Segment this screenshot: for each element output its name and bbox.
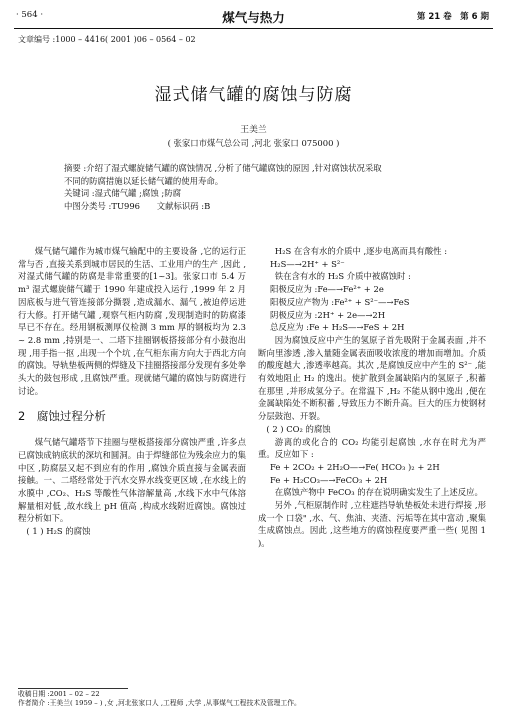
subsection-h2s: ( 1 ) H₂S 的腐蚀 xyxy=(26,526,91,537)
abstract-line-1: 摘要 :介绍了湿式螺旋储气罐的腐蚀情况 ,分析了储气罐腐蚀的原因 ,针对腐蚀状况采取 xyxy=(64,163,382,173)
h2s-text: H₂S 在含有水的介质中 ,逐步电离而具有酸性 : xyxy=(274,246,448,256)
right-column xyxy=(258,245,486,550)
affiliation: ( 张家口市煤气总公司 ,河北 张家口 075000 ) xyxy=(167,138,340,148)
volume-issue: 第 21 卷 第 6 期 xyxy=(416,12,489,22)
equation-5: 总反应为 :Fe + H₂S—→FeS + 2H xyxy=(270,322,405,333)
analysis-paragraph: 煤气储气罐塔节下挂圈与壁板搭接部分腐蚀严重 ,许多点已腐蚀成钠底状的深坑和圆洞。由于焊缝部位为残余应力的集中区 ,防腐层又起不到应有的作用 ,腐蚀介质直接与金属表面接触。一、二塔经常处于汽水交界水线变更区域 ,在水线上的水膜中 ,CO₂、H₂S 等酸性气体溶解量高 ,水线下水中气体溶解量相对低 ,故水线上 pH 值高 ,构成水线附近腐蚀。腐蚀过程分析如下。 xyxy=(18,437,246,524)
journal-name: 煤气与热力 xyxy=(222,10,285,25)
equation-6: Fe + 2CO₂ + 2H₂O—→Fe( HCO₃ )₂ + 2H xyxy=(270,461,440,472)
classification: 中图分类号 :TU996 文献标识码 :B xyxy=(64,200,211,211)
feco3-text: 在腐蚀产物中 FeCO₃ 的存在说明确实发生了上述反应。 xyxy=(274,487,483,498)
hydrogen-paragraph: 因为腐蚀反应中产生的氢原子首先吸附于金属表面 ,并不断向里渗透 ,渗入量随金属表面吸收浓度的增加而增加。介质的酸度越大 ,渗透率越高。其次 ,是腐蚀反应中产生的 S²⁻ ,能有效地阻止 H₂ 的逸出。使扩散到金属缺陷内的氢原子 ,积蓄在那里 ,并形成氢分子。在常温下 ,H₂ 不能从钢中逸出 ,便在金属缺陷处不断积蓄 ,导致压力不断升高。巨大的压力使钢材分层鼓泡、开裂。 xyxy=(258,334,486,422)
co2-text: 游离的或化合的 CO₂ 均能引起腐蚀 ,水存在时尤为严重。反应如下 : xyxy=(258,436,486,460)
article-title: 湿式储气罐的腐蚀与防腐 xyxy=(154,85,353,105)
equation-4: 阴极反应为 :2H⁺ + 2e—→2H xyxy=(270,309,386,320)
abstract-block xyxy=(64,162,444,212)
abstract-line-2: 不同的防腐措施以延长储气罐的使用寿命。 xyxy=(64,175,224,186)
intro-paragraph: 煤气储气罐作为城市煤气输配中的主要设备 ,它的运行正常与否 ,直接关系到城市居民的生活、工业用户的生产 ,因此 ,对湿式储气罐的防腐是非常重要的[1~3]。张家口市 5.4 万 m³ 湿式螺旋储气罐于 1990 年建成投入运行 ,1999 年 2 月因底板与进气管连接部分撕裂 ,造成漏水、漏气 ,被迫停运进行大修。打开储气罐 ,观察气柜内防腐 ,发现制造时的防腐漆早已不存在。经用钢板测厚仪检测 3 mm 厚的钢板均为 2.3 ~ 2.8 mm ,持别是一、二塔下挂圈钢板搭接部分有小鼓泡出现 ,用手指一抠 ,出现一个个坑 ,在气柜东南方向大于西北方向的腐蚀。导轨垫板两侧的焊缝及下挂圈搭接部分发现有多处拳头大的鼓包形成 ,且腐蚀严重。现就储气罐的腐蚀与防腐进行讨论。 xyxy=(18,246,246,396)
header-rule xyxy=(14,28,493,29)
author: 王美兰 xyxy=(240,125,267,135)
pocket-paragraph: 另外 ,气柜原制作时 ,立柱遮挡导轨垫板处未进行焊接 ,形成一个 口袋" ,水、气、焦油、夹渣、污垢等在其中富动 ,聚集生成腐蚀点。因此 ,这些地方的腐蚀程度要严重一些( 见图 1 )。 xyxy=(258,500,486,549)
equation-3: 阳极反应产物为 :Fe²⁺ + S²⁻—→FeS xyxy=(270,296,410,307)
footnote-rule xyxy=(18,688,128,689)
received-date: 收稿日期 :2001 – 02 – 22 xyxy=(18,690,100,698)
footnote xyxy=(18,690,488,708)
keywords: 关键词 :湿式储气罐 ;腐蚀 ;防腐 xyxy=(64,188,181,198)
page-number: · 564 · xyxy=(16,10,44,20)
left-column xyxy=(18,245,246,538)
author-bio: 作者简介 :王美兰( 1959 – ) ,女 ,河北张家口人 ,工程师 ,大学 ,从事煤气工程技术及管理工作。 xyxy=(18,699,301,707)
subsection-co2: ( 2 ) CO₂ 的腐蚀 xyxy=(266,423,331,434)
equation-7: Fe + H₂CO₃—→FeCO₃ + 2H xyxy=(270,474,388,485)
equation-1: H₂S—→2H⁺ + S²⁻ xyxy=(270,258,345,269)
equation-2: 阳极反应为 :Fe—→Fe²⁺ + 2e xyxy=(270,284,384,295)
iron-text: 铁在含有水的 H₂S 介质中被腐蚀时 : xyxy=(274,271,411,282)
article-number: 文章编号 :1000 – 4416( 2001 )06 – 0564 – 02 xyxy=(18,35,196,44)
section-heading: 2 腐蚀过程分析 xyxy=(18,409,106,424)
